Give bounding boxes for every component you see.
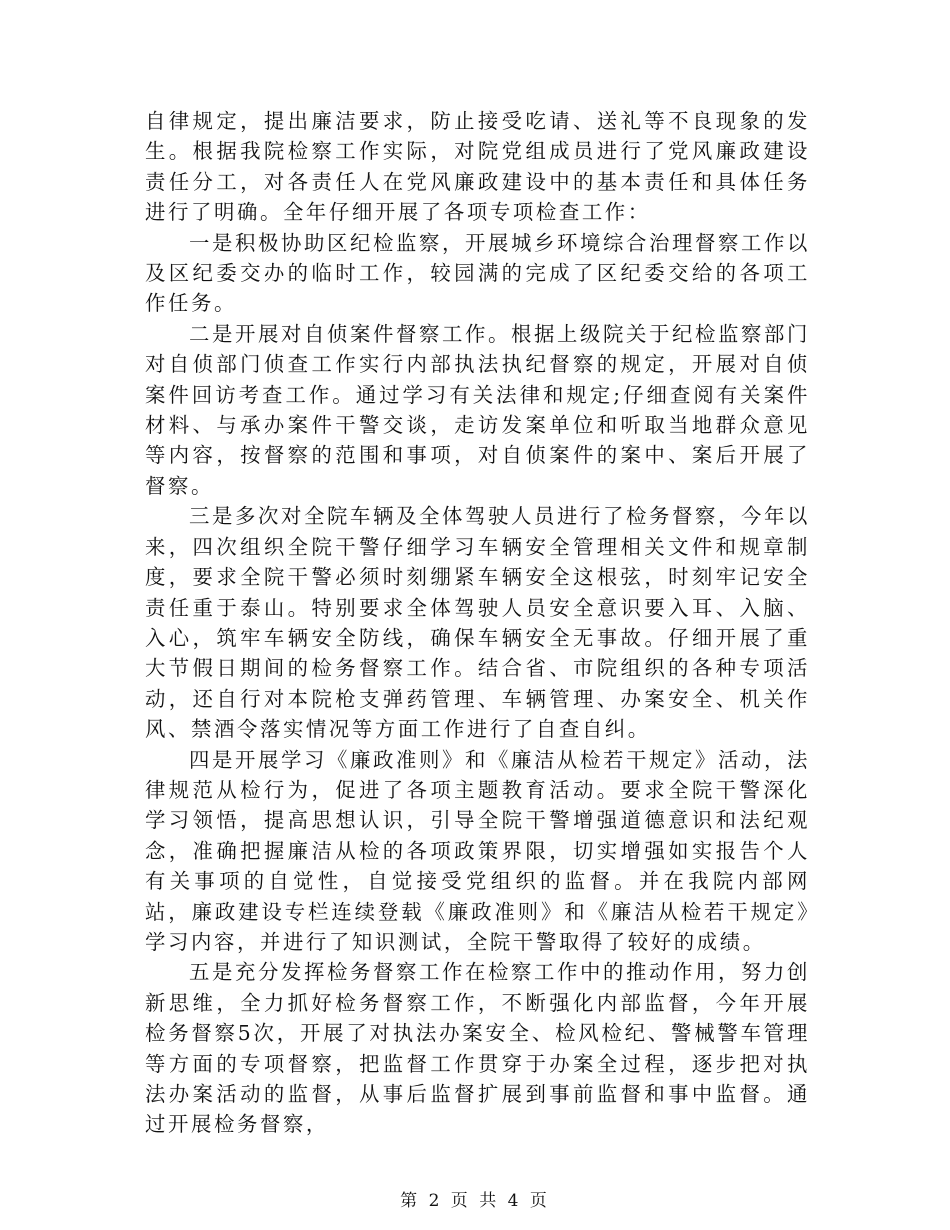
paragraph-2: 一是积极协助区纪检监察，开展城乡环境综合治理督察工作以及区纪委交办的临时工作，较园满的完成了区纪委交给的各项工作任务。 [145, 230, 810, 316]
paragraph-1: 自律规定，提出廉洁要求，防止接受吃请、送礼等不良现象的发生。根据我院检察工作实际，对院党组成员进行了党风廉政建设责任分工，对各责任人在党风廉政建设中的基本责任和具体任务进行了明确。全年仔细开展了各项专项检查工作： [145, 109, 810, 225]
paragraph-6: 五是充分发挥检务督察工作在检察工作中的推动作用，努力创新思维，全力抓好检务督察工作，不断强化内部监督，今年开展检务督察5次，开展了对执法办案安全、检风检纪、警械警车管理等方面的专项督察，把监督工作贯穿于办案全过程，逐步把对执法办案活动的监督，从事后监督扩展到事前监督和事中监督。通过开展检务督察， [145, 960, 810, 1137]
page-number-footer: 第 2 页 共 4 页 [400, 1191, 550, 1211]
paragraph-4: 三是多次对全院车辆及全体驾驶人员进行了检务督察，今年以来，四次组织全院干警仔细学习车辆安全管理相关文件和规章制度，要求全院干警必须时刻绷紧车辆安全这根弦，时刻牢记安全责任重于泰山。特别要求全体驾驶人员安全意识要入耳、入脑、入心，筑牢车辆安全防线，确保车辆安全无事故。仔细开展了重大节假日期间的检务督察工作。结合省、市院组织的各种专项活动，还自行对本院枪支弹药管理、车辆管理、办案安全、机关作风、禁酒令落实情况等方面工作进行了自查自纠。 [145, 504, 810, 742]
paragraph-3: 二是开展对自侦案件督察工作。根据上级院关于纪检监察部门对自侦部门侦查工作实行内部执法执纪督察的规定，开展对自侦案件回访考查工作。通过学习有关法律和规定;仔细查阅有关案件材料、与承办案件干警交谈，走访发案单位和听取当地群众意见等内容，按督察的范围和事项，对自侦案件的案中、案后开展了督察。 [145, 321, 810, 498]
paragraph-5: 四是开展学习《廉政准则》和《廉洁从检若干规定》活动，法律规范从检行为，促进了各项主题教育活动。要求全院干警深化学习领悟，提高思想认识，引导全院干警增强道德意识和法纪观念，准确把握廉洁从检的各项政策界限，切实增强如实报告个人有关事项的自觉性，自觉接受党组织的监督。并在我院内部网站，廉政建设专栏连续登载《廉政准则》和《廉洁从检若干规定》学习内容，并进行了知识测试，全院干警取得了较好的成绩。 [145, 747, 810, 954]
document-body [145, 106, 810, 1140]
